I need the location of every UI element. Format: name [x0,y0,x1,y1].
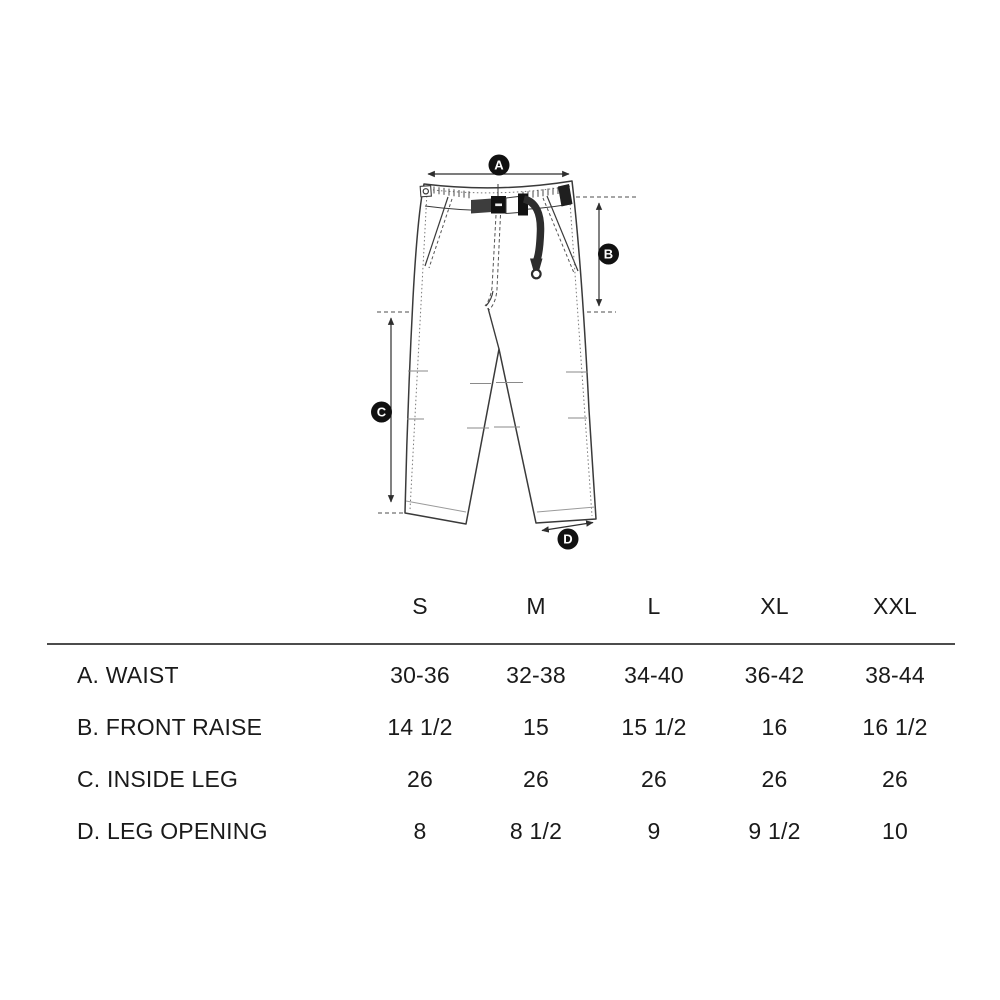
cell-value: 10 [882,817,908,844]
cell-value: 14 1/2 [387,713,453,740]
size-col-l: L [647,593,661,619]
cell-value: 8 [413,817,427,844]
cell-value: 26 [523,765,549,792]
pants-technical-drawing [365,145,655,565]
measure-b-label: B [603,246,614,262]
cell-value: 9 1/2 [748,817,801,844]
cell-value: 15 [523,713,549,740]
size-col-s: S [412,593,428,619]
size-table [47,588,955,857]
waistband-snap [420,186,431,197]
cell-value: 26 [641,765,667,792]
cell-value: 34-40 [624,661,684,688]
row-label: A. WAIST [77,661,179,688]
size-col-m: M [526,593,546,619]
table-row-waist [47,649,955,701]
dimension-a-waist [428,155,569,176]
dimension-c-inside-leg [371,318,392,502]
size-col-xl: XL [760,593,789,619]
measure-c-label: C [376,404,387,420]
table-row-front-raise [47,701,955,753]
row-label: C. INSIDE LEG [77,765,239,792]
size-col-xxl: XXL [872,593,918,619]
cell-value: 38-44 [865,661,925,688]
cell-value: 32-38 [506,661,566,688]
table-row-leg-opening [47,805,955,857]
cell-value: 16 1/2 [862,713,928,740]
cell-value: 9 [647,817,661,844]
table-row-inside-leg [47,753,955,805]
cell-value: 16 [761,713,788,740]
measure-a-label: A [494,157,504,173]
dimension-b-front-raise [598,203,619,306]
cell-value: 26 [407,765,433,792]
cell-value: 8 1/2 [509,817,563,844]
row-label: B. FRONT RAISE [77,713,263,740]
measure-d-label: D [563,531,573,547]
cell-value: 36-42 [744,661,805,688]
cell-value: 26 [761,765,788,792]
pants-silhouette [405,181,596,524]
size-table-header [47,588,955,643]
cell-value: 30-36 [390,661,450,688]
cell-value: 26 [882,765,908,792]
row-label: D. LEG OPENING [77,817,268,844]
cell-value: 15 1/2 [621,713,687,740]
size-table-body [47,645,955,857]
dimension-d-leg-opening [542,523,593,550]
